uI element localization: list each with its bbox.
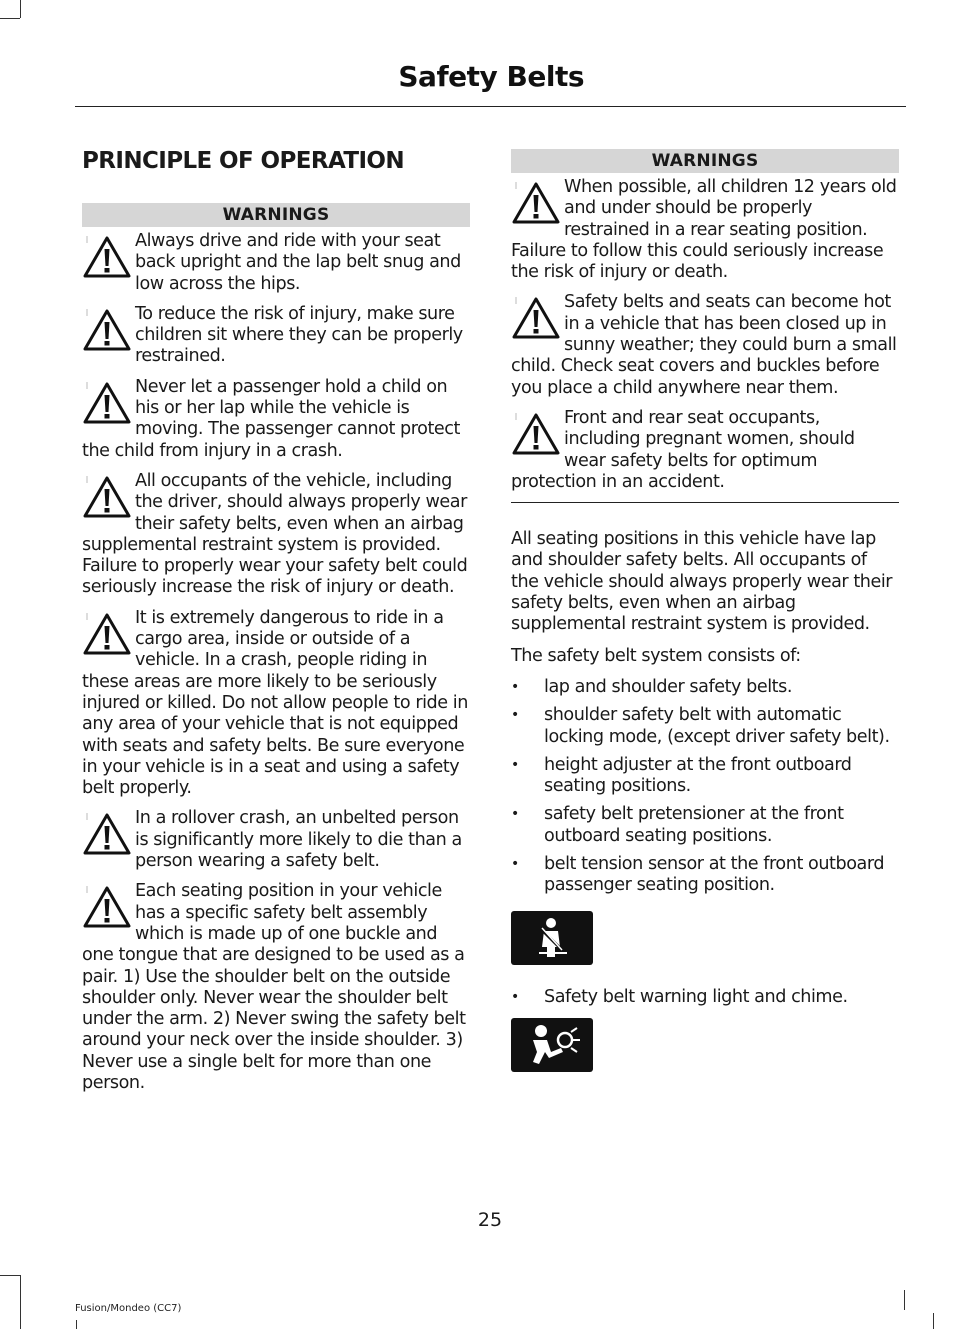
warning-text: Safety belts and seats can become hot in a vehicle that has been closed up in sunny weather; they could burn a small child. Check seat covers and buckles before you place a child anywhere near them.	[511, 292, 897, 398]
warning-triangle-icon	[511, 296, 561, 340]
warning-item	[82, 304, 470, 368]
warning-light-bullet-list	[511, 987, 899, 1008]
warning-item	[82, 608, 470, 800]
warning-text: In a rollover crash, an unbelted person is significantly more likely to die than a person wearing a safety belt.	[135, 808, 462, 872]
crop-mark	[933, 1313, 934, 1329]
warning-text: Always drive and ride with your seat back upright and the lap belt snug and low across the hips.	[135, 231, 461, 294]
warnings-header: WARNINGS	[82, 203, 470, 227]
warning-triangle-icon	[82, 235, 132, 279]
right-column	[511, 149, 899, 1094]
list-item: • shoulder safety belt with automatic locking mode, (except driver safety belt).	[511, 705, 899, 748]
crop-mark	[76, 1320, 77, 1329]
warning-item	[511, 177, 899, 283]
warning-item	[82, 377, 470, 462]
warning-triangle-icon	[82, 885, 132, 929]
warning-text: Each seating position in your vehicle has a specific safety belt assembly which is made up of one buckle and one tongue that are designed to be used as a pair. 1) Use the shoulder belt on the outside shoulder only. Never wear the shoulder belt under the arm. 2) Never swing the safety belt around your neck over the inside shoulder. 3) Never use a single belt for more than one person.	[82, 881, 466, 1093]
warning-list	[82, 231, 470, 1094]
warnings-header: WARNINGS	[511, 149, 899, 173]
seatbelt-indicator-icon	[511, 911, 593, 965]
crop-mark	[0, 1275, 20, 1276]
left-column	[82, 145, 470, 1103]
warning-item	[511, 408, 899, 493]
warning-text: When possible, all children 12 years old and under should be properly restrained in a rear seating position. Failure to follow this could seriously increase the risk of injury or death.	[511, 177, 897, 283]
list-item: • belt tension sensor at the front outboard passenger seating position.	[511, 854, 899, 897]
header-divider	[75, 106, 906, 107]
warning-triangle-icon	[82, 612, 132, 656]
page-title: Safety Belts	[398, 60, 584, 93]
warning-triangle-icon	[82, 475, 132, 519]
section-title: PRINCIPLE OF OPERATION	[82, 148, 405, 174]
warning-item	[82, 231, 470, 295]
warning-triangle-icon	[82, 308, 132, 352]
warnings-divider	[511, 502, 899, 503]
crop-mark	[20, 0, 21, 18]
warning-triangle-icon	[511, 412, 561, 456]
warning-item	[511, 292, 899, 398]
warning-item	[82, 808, 470, 872]
page-number: 25	[477, 1209, 503, 1231]
system-intro: The safety belt system consists of:	[511, 645, 801, 666]
list-item: • Safety belt warning light and chime.	[511, 987, 899, 1008]
warning-text: To reduce the risk of injury, make sure children sit where they can be properly restrained.	[135, 303, 463, 367]
warning-item	[82, 881, 470, 1094]
list-item: • safety belt pretensioner at the front outboard seating positions.	[511, 804, 899, 847]
system-bullet-list	[511, 677, 899, 897]
warning-list	[511, 177, 899, 493]
warning-text: It is extremely dangerous to ride in a cargo area, inside or outside of a vehicle. In a crash, people riding in these areas are more likely to be seriously injured or killed. Do not allow people to ride in any area of your vehicle that is not equipped with seats and safety belts. Be sure everyone in your vehicle is in a seat and using a safety belt properly.	[82, 607, 468, 799]
list-item: • lap and shoulder safety belts.	[511, 677, 899, 698]
list-item: • height adjuster at the front outboard seating positions.	[511, 755, 899, 798]
footer-model: Fusion/Mondeo (CC7)	[75, 1303, 182, 1314]
crop-mark	[904, 1290, 905, 1310]
warning-text: All occupants of the vehicle, including the driver, should always properly wear their safety belts, even when an airbag supplemental restraint system is provided. Failure to properly wear your safety belt could seriously increase the risk of injury or death.	[82, 470, 468, 598]
warning-text: Front and rear seat occupants, including pregnant women, should wear safety belts for optimum protection in an accident.	[511, 407, 855, 492]
crop-mark	[0, 18, 20, 19]
airbag-indicator-icon	[511, 1018, 593, 1072]
crop-mark	[20, 1275, 21, 1329]
intro-paragraph: All seating positions in this vehicle have lap and shoulder safety belts. All occupants of the vehicle should always properly wear their safety belts, even when an airbag supplemental restraint system is provided.	[511, 529, 893, 635]
warning-triangle-icon	[82, 381, 132, 425]
warning-item	[82, 471, 470, 599]
warning-text: Never let a passenger hold a child on his or her lap while the vehicle is moving. The passenger cannot protect the child from injury in a crash.	[82, 376, 460, 461]
warning-triangle-icon	[511, 181, 561, 225]
warning-triangle-icon	[82, 812, 132, 856]
